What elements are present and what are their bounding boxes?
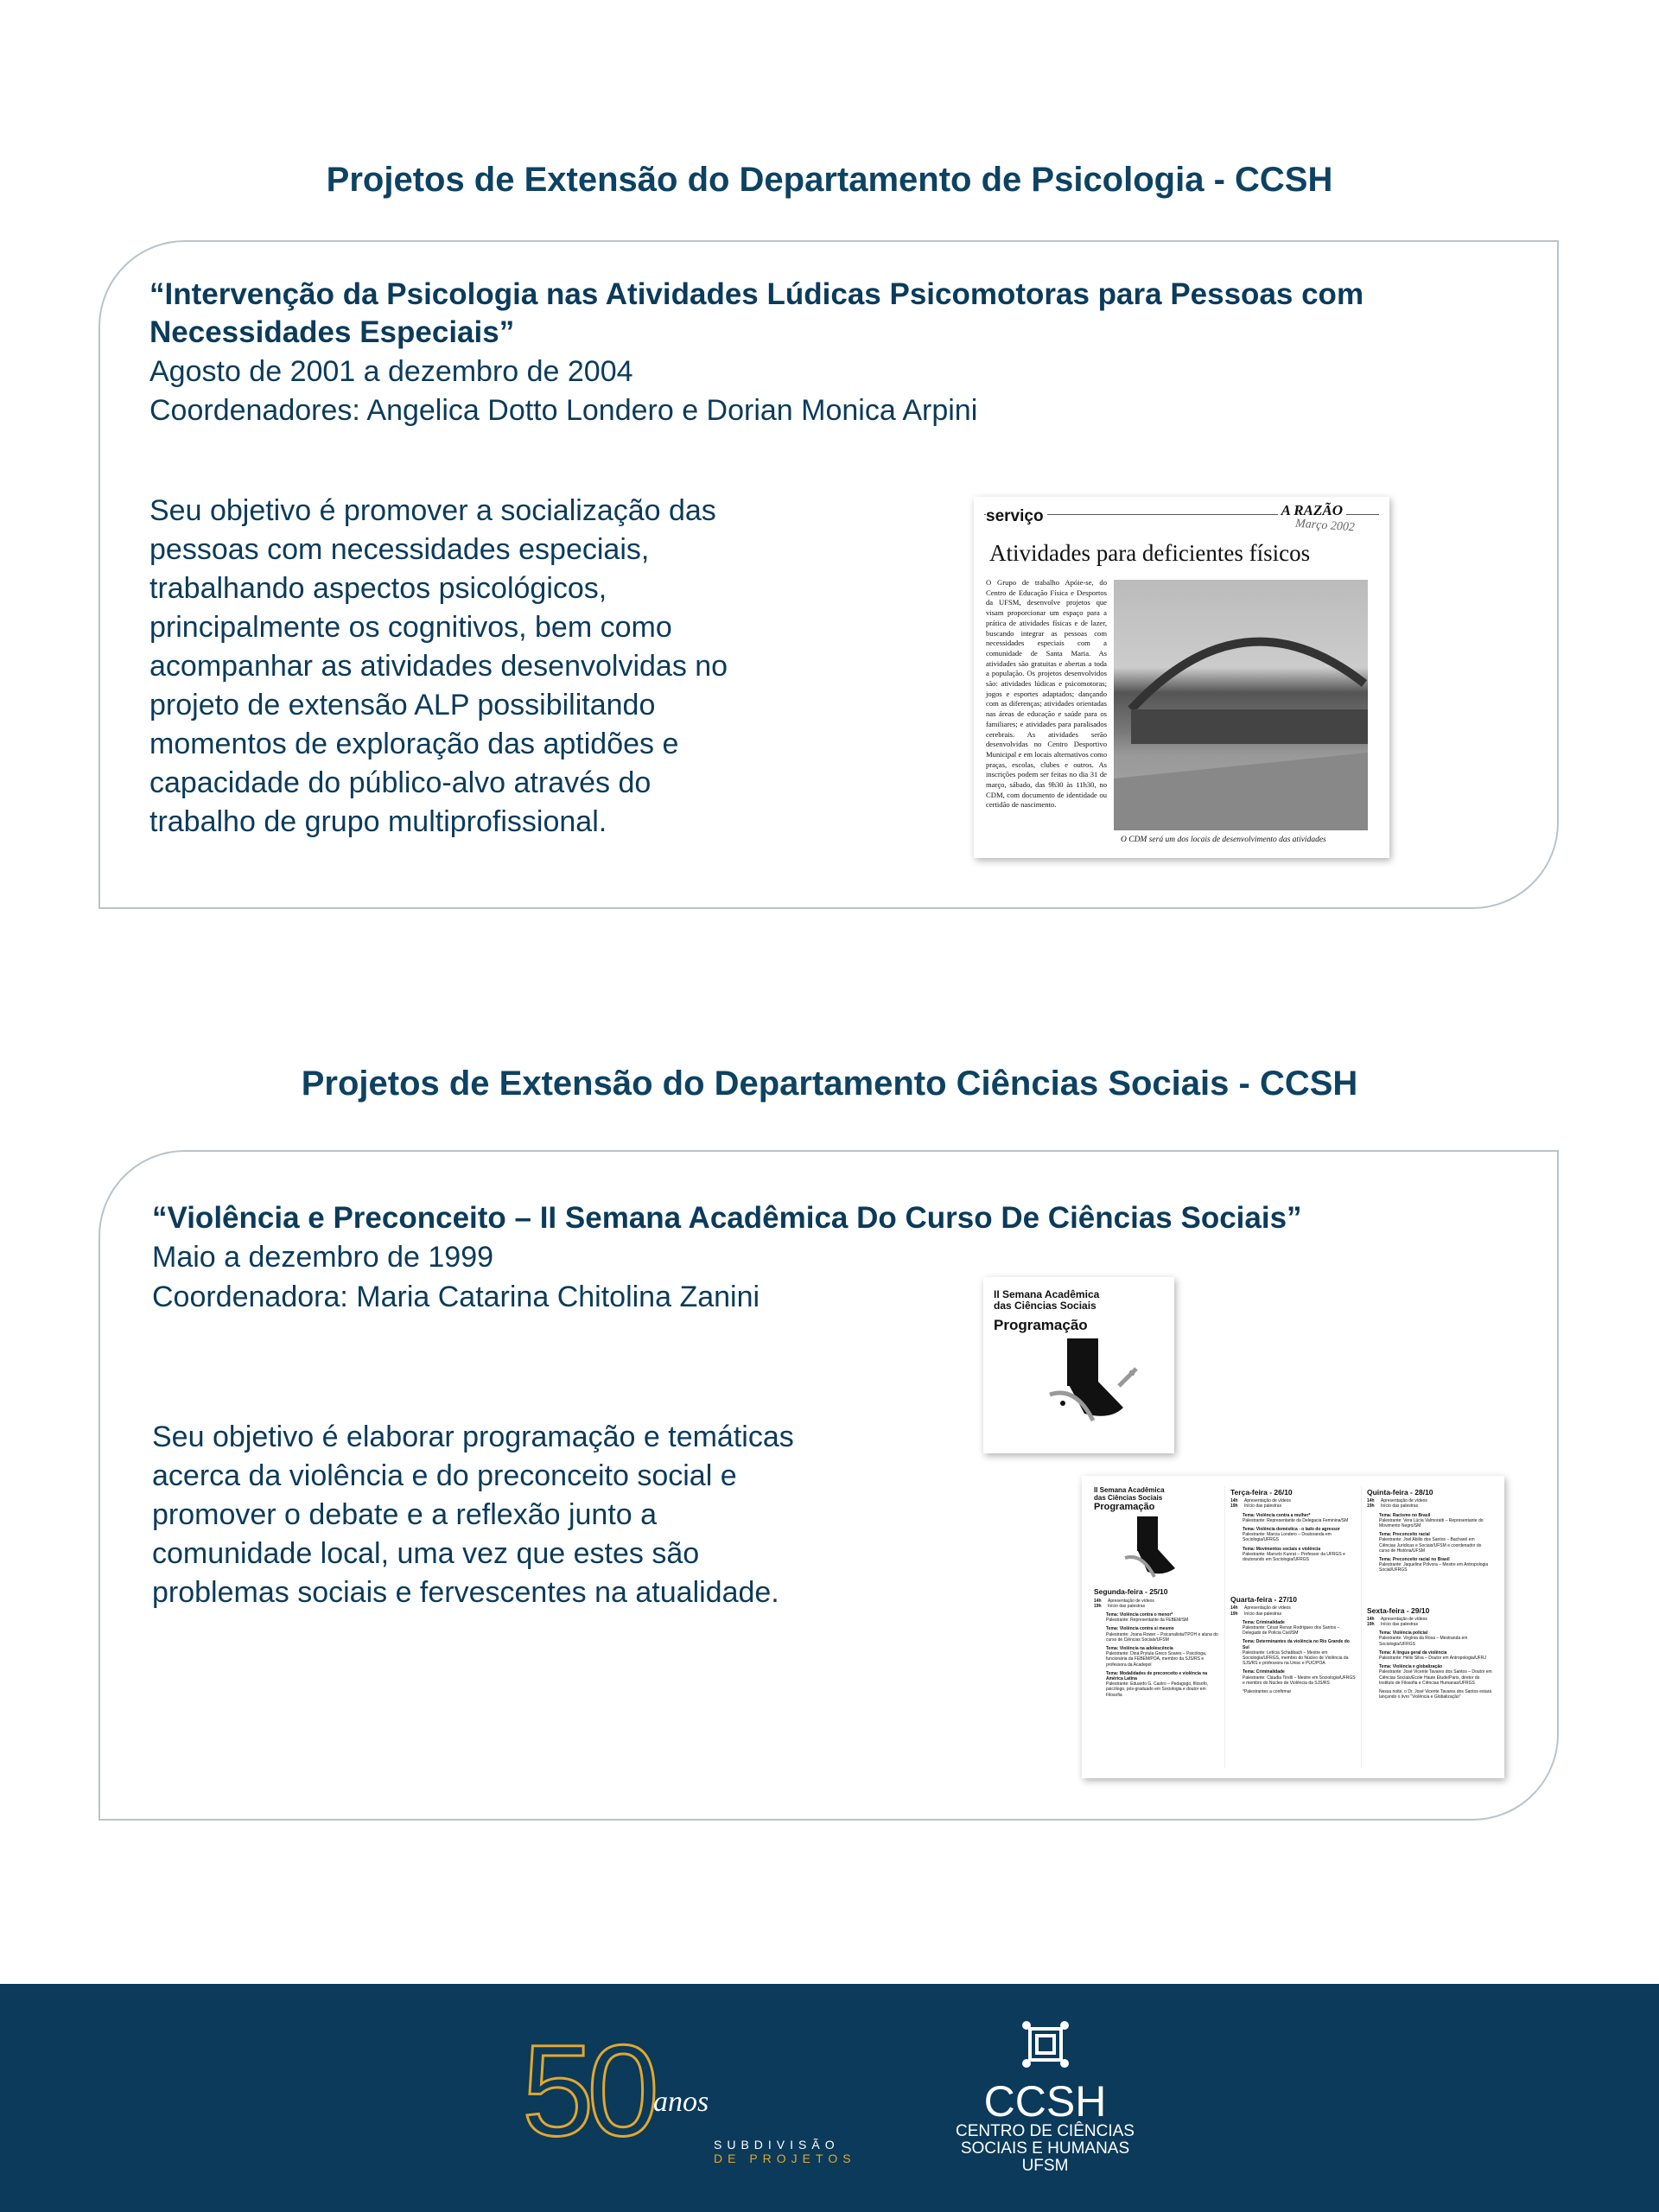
anos-label: anos: [653, 2086, 709, 2118]
time: 14h: [1094, 1598, 1102, 1604]
ccsh-name-line: UFSM: [1021, 2157, 1069, 2175]
talk-theme: Tema: Violência doméstica - o lado do agressor: [1243, 1527, 1340, 1533]
desc-line: comunidade local, uma vez que estes são: [152, 1537, 700, 1570]
talk-speaker: Palestrante: Letícia Schabbach – Mestre em Sociologia/UFRGS, membro do Núcleo de Violência da SJS/RS e professora na Unisc e PUC/POA: [1243, 1649, 1349, 1667]
clipping-section: serviço: [986, 507, 1047, 526]
desc-line: problemas sociais e fervescentes na atualidade.: [152, 1576, 779, 1609]
program-note: *Palestrantes a confirmar: [1243, 1689, 1292, 1695]
talk-theme: Tema: Violência contra si mesmo: [1106, 1626, 1174, 1632]
talk-speaker: Palestrante: Representante da Delegacia Feminina/SM: [1243, 1517, 1349, 1523]
talk-theme: Tema: Criminalidade: [1243, 1669, 1285, 1675]
talk-speaker: Palestrante: Eduardo G. Castro – Pedagogo, filósofo, psicólogo, pós-graduado em Sociologia e doutor em Filosofia: [1106, 1681, 1209, 1698]
talk-theme: Tema: Violência contra a mulher*: [1243, 1512, 1311, 1518]
program-column: [1362, 1486, 1497, 1768]
time: 14h: [1230, 1498, 1238, 1504]
talk-speaker: Palestrante: José Vicente Tavares dos Santos – Doutor em Ciências Sociais/École Haute Étude/Paris, diretor do Instituto de Filosofia e Ciências Humanas/UFRGS: [1379, 1669, 1492, 1686]
time-text: Apresentação de vídeos: [1381, 1498, 1427, 1504]
ccsh-name-line: CENTRO DE CIÊNCIAS: [956, 2122, 1135, 2140]
project-title-line1: “Intervenção da Psicologia nas Atividades Lúdicas Psicomotoras para Pessoas com: [149, 277, 1364, 311]
talk-theme: Tema: Violência contra o menor*: [1106, 1612, 1173, 1618]
fifty-years-logo: 50: [522, 2018, 652, 2163]
talk-speaker: Palestrante: Virgínia da Rosa – Mestranda em Sociologia/UFRGS: [1379, 1636, 1468, 1647]
desc-line: trabalho de grupo multiprofissional.: [149, 805, 607, 838]
time-text: Início das palestras: [1244, 1503, 1282, 1510]
time-text: Início das palestras: [1108, 1603, 1146, 1609]
project-description: [152, 1418, 794, 1612]
subdivisao-label: SUBDIVISÃO: [714, 2138, 840, 2152]
desc-line: projeto de extensão ALP possibilitando: [149, 689, 656, 721]
time-text: Apresentação de vídeos: [1244, 1605, 1291, 1611]
project-period: Maio a dezembro de 1999: [152, 1241, 494, 1274]
time-text: Início das palestras: [1244, 1611, 1282, 1617]
time: 19h: [1094, 1603, 1102, 1609]
project-title: “Violência e Preconceito – II Semana Acadêmica Do Curso De Ciências Sociais”: [152, 1201, 1302, 1235]
boot-illustration: [1041, 1334, 1145, 1429]
program-note: Nessa noite, o Dr. José Vicente Tavares dos Santos estará lançando o livro “Violência e Globalização”: [1379, 1689, 1492, 1700]
talk-speaker: Palestrante: Marcia Londero – Doutoranda em Sociologia/UFRGS: [1243, 1532, 1332, 1543]
program-column: [1225, 1486, 1362, 1768]
time: 19h: [1230, 1503, 1238, 1510]
desc-line: acompanhar as atividades desenvolvidas no: [149, 650, 728, 683]
program-title: II Semana Acadêmica: [1094, 1486, 1165, 1494]
desc-line: Seu objetivo é elaborar programação e temáticas: [152, 1421, 794, 1453]
desc-line: principalmente os cognitivos, bem como: [149, 611, 672, 644]
time-text: Apresentação de vídeos: [1381, 1616, 1427, 1622]
project-period: Agosto de 2001 a dezembro de 2004: [149, 355, 633, 388]
talk-theme: Tema: A língua geral da violência: [1379, 1649, 1447, 1656]
project-title-line2: Necessidades Especiais”: [149, 315, 515, 349]
clipping-paper-name: A RAZÃO: [1278, 502, 1346, 519]
talk-theme: Tema: Preconceito racial: [1379, 1532, 1430, 1538]
time: 14h: [1367, 1616, 1375, 1622]
time: 14h: [1367, 1498, 1375, 1504]
time: 14h: [1230, 1605, 1238, 1611]
program-day: Terça-feira - 26/10: [1230, 1488, 1293, 1497]
talk-speaker: Palestrante: César Renan Rodrigues dos Santos – Delegado de Polícia Civil/SM: [1243, 1625, 1340, 1637]
talk-speaker: Palestrante: Hélio Silva – Doutor em Antropologia/UFRJ: [1379, 1656, 1486, 1662]
talk-theme: Tema: Modalidades de preconceito e violência na América Latina: [1106, 1670, 1208, 1682]
clipping-handwritten-date: Março 2002: [1294, 517, 1356, 535]
talk-theme: Tema: Violência policial: [1379, 1630, 1428, 1637]
talk-speaker: Palestrante: Cláudia Tirelli – Mestre em Sociologia/UFRGS e membro do Núcleo de Violência da SJS/RS: [1243, 1675, 1356, 1686]
program-title: das Ciências Sociais: [994, 1300, 1096, 1312]
ccsh-logo: [950, 2018, 1141, 2175]
desc-line: capacidade do público-alvo através do: [149, 766, 652, 799]
desc-line: Seu objetivo é promover a socialização das: [149, 494, 716, 527]
desc-line: trabalhando aspectos psicológicos,: [149, 572, 607, 605]
ccsh-acronym: CCSH: [983, 2077, 1107, 2126]
program-day: Sexta-feira - 29/10: [1367, 1605, 1430, 1615]
talk-theme: Tema: Racismo no Brasil: [1379, 1512, 1431, 1518]
desc-line: momentos de exploração das aptidões e: [149, 728, 679, 760]
talk-theme: Tema: Violência na adolescência: [1106, 1646, 1173, 1652]
clipping-body: O Grupo de trabalho Apóie-se, do Centro de Educação Física e Desportos da UFSM, desenvolve projetos que visam proporcionar um espaço para a prática de atividades físicas e de lazer, buscando integrar as pessoas com necessidades especiais com a comunidade de Santa Maria. As atividades são gratuitas e abertas a toda a população. Os projetos desenvolvidos são: atividades lúdicas e psicomotoras; jogos e esportes adaptados; dançando com as diferenças; atividades orientadas nas áreas de educação e saúde para os familiares; e atividades para paralisados cerebrais. As atividades serão desenvolvidas no Centro Desportivo Municipal e em locais alternativos como praças, escolas, clubes e outros. As inscrições podem ser feitas no dia 31 de março, sábado, das 9h30 às 11h30, no CDM, com documento de identidade ou certidão de nascimento.: [986, 578, 1107, 810]
project-coordinators: Coordenadores: Angelica Dotto Londero e Dorian Monica Arpini: [149, 394, 978, 427]
desc-line: acerca da violência e do preconceito social e: [152, 1459, 737, 1492]
ccsh-name-line: SOCIAIS E HUMANAS: [960, 2139, 1130, 2158]
talk-theme: Tema: Preconceito racial no Brasil: [1379, 1557, 1450, 1563]
program-title: das Ciências Sociais: [1094, 1494, 1163, 1502]
ccsh-emblem-icon: [1020, 2018, 1071, 2070]
program-spread: [1082, 1476, 1504, 1778]
desc-line: promover o debate e a reflexão junto a: [152, 1498, 658, 1531]
talk-speaker: Palestrante: Joel Abilio dos Santos – Bacharel em Ciências Jurídicas e Sociais/UFSM e coordenador do curso de História/UFSM: [1379, 1537, 1482, 1554]
talk-theme: Tema: Violência e globalização: [1379, 1664, 1443, 1670]
clipping-headline: Atividades para deficientes físicos: [989, 540, 1311, 566]
project-coordinators: Coordenadora: Maria Catarina Chitolina Zanini: [152, 1281, 760, 1313]
project-description: [149, 492, 728, 842]
talk-speaker: Palestrante: Jaqueline Pólvora – Mestre em Antropologia Social/UFRGS: [1379, 1562, 1489, 1573]
section-heading-ciencias-sociais: Projetos de Extensão do Departamento Ciências Sociais - CCSH: [301, 1065, 1358, 1103]
program-subtitle: Programação: [994, 1317, 1088, 1333]
desc-line: pessoas com necessidades especiais,: [149, 533, 650, 566]
footer: [0, 1984, 1659, 2212]
boot-illustration: [1120, 1515, 1189, 1584]
time-text: Apresentação de vídeos: [1244, 1498, 1291, 1504]
section-heading-psicologia: Projetos de Extensão do Departamento de Psicologia - CCSH: [326, 161, 1333, 199]
talk-theme: Tema: Movimentos sociais e violência: [1243, 1546, 1321, 1552]
program-title: II Semana Acadêmica: [994, 1288, 1100, 1300]
time-text: Início das palestras: [1381, 1503, 1419, 1510]
talk-speaker: Palestrante: Representante da FEBEM/SM: [1106, 1618, 1189, 1624]
time: 19h: [1367, 1503, 1375, 1510]
stadium-photo: [1114, 580, 1368, 830]
program-day: Segunda-feira - 25/10: [1094, 1587, 1168, 1597]
clipping-caption: O CDM será um dos locais de desenvolvimento das atividades: [1121, 836, 1326, 844]
time-text: Início das palestras: [1381, 1622, 1419, 1628]
newspaper-clipping: [974, 497, 1389, 858]
program-column: [1089, 1486, 1225, 1768]
talk-speaker: Palestrante: Vera Lúcia Valmoratti – Representante do Movimento Negro/SM: [1379, 1517, 1484, 1529]
time: 19h: [1230, 1611, 1238, 1617]
talk-speaker: Palestrante: Joana Rower – Psicanalista/TPOH e aluna do curso de Ciências Sociais/UFSM: [1106, 1631, 1218, 1643]
program-subtitle: Programação: [1094, 1502, 1155, 1512]
program-cover: [983, 1277, 1174, 1453]
de-projetos-label: DE PROJETOS: [714, 2152, 856, 2165]
program-day: Quarta-feira - 27/10: [1230, 1595, 1298, 1605]
talk-speaker: Palestrante: Marcelo Kunrat – Professor da UFRGS e doutorando em Sociologia/UFRGS: [1243, 1551, 1345, 1563]
time-text: Apresentação de vídeos: [1108, 1598, 1154, 1604]
time: 19h: [1367, 1622, 1375, 1628]
talk-theme: Tema: Criminalidade: [1243, 1619, 1285, 1625]
talk-speaker: Palestrante: Diná Prytula Greco Soares – Psicóloga, funcionária da FEBEM/POA, membro da SJS/RS e professora da Acadepol: [1106, 1651, 1207, 1668]
talk-theme: Tema: Determinantes da violência no Rio Grande do Sul: [1243, 1639, 1350, 1650]
program-day: Quinta-feira - 28/10: [1367, 1488, 1433, 1497]
